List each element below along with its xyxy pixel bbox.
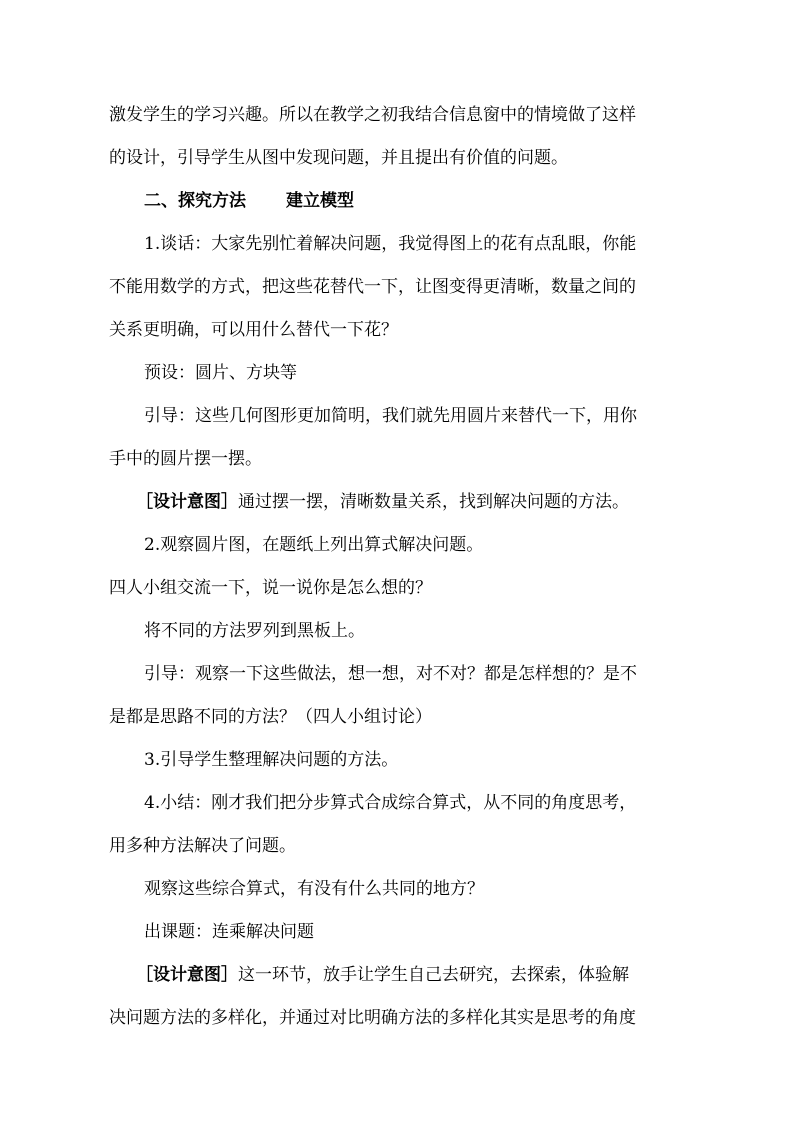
paragraph-line: 关系更明确，可以用什么替代一下花？: [109, 320, 398, 340]
paragraph-line: 激发学生的学习兴趣。所以在教学之初我结合信息窗中的情境做了这样: [109, 105, 636, 125]
paragraph-line: 不能用数学的方式，把这些花替代一下，让图变得更清晰，数量之间的: [109, 277, 636, 297]
paragraph-line: 出课题：连乘解决问题: [144, 922, 314, 942]
paragraph-line: 是都是思路不同的方法？（四人小组讨论）: [109, 707, 432, 727]
design-intent-text: 这一环节，放手让学生自己去研究，去探索，体验解: [238, 965, 629, 985]
paragraph-line: 引导：观察一下这些做法，想一想，对不对？都是怎样想的？是不: [144, 664, 637, 684]
paragraph-line: 手中的圆片摆一摆。: [109, 449, 262, 469]
section-heading-part-a: 二、探究方法: [144, 191, 246, 211]
paragraph-line: 四人小组交流一下，说一说你是怎么想的？: [109, 578, 432, 598]
section-heading-part-b: 建立模型: [286, 191, 354, 211]
paragraph-line: 观察这些综合算式，有没有什么共同的地方？: [144, 879, 484, 899]
paragraph-line: 预设：圆片、方块等: [144, 363, 297, 383]
design-intent-tag: ［设计意图］: [136, 492, 238, 512]
paragraph-line: 将不同的方法罗列到黑板上。: [144, 621, 365, 641]
design-intent-line: [136, 964, 736, 986]
paragraph-line: 决问题方法的多样化，并通过对比明确方法的多样化其实是思考的角度: [109, 1008, 636, 1028]
paragraph-line: 引导：这些几何图形更加简明，我们就先用圆片来替代一下，用你: [144, 406, 637, 426]
design-intent-line: [136, 491, 736, 513]
paragraph-line: 1.谈话：大家先别忙着解决问题，我觉得图上的花有点乱眼，你能: [144, 234, 637, 254]
section-heading: [144, 190, 744, 212]
paragraph-line: 4.小结：刚才我们把分步算式合成综合算式，从不同的角度思考，: [144, 793, 637, 813]
design-intent-text: 通过摆一摆，清晰数量关系，找到解决问题的方法。: [238, 492, 629, 512]
paragraph-line: 3.引导学生整理解决问题的方法。: [144, 750, 399, 770]
paragraph-line: 用多种方法解决了问题。: [109, 836, 296, 856]
design-intent-tag: ［设计意图］: [136, 965, 238, 985]
paragraph-line: 2.观察圆片图，在题纸上列出算式解决问题。: [144, 535, 484, 555]
paragraph-line: 的设计，引导学生从图中发现问题，并且提出有价值的问题。: [109, 148, 568, 168]
